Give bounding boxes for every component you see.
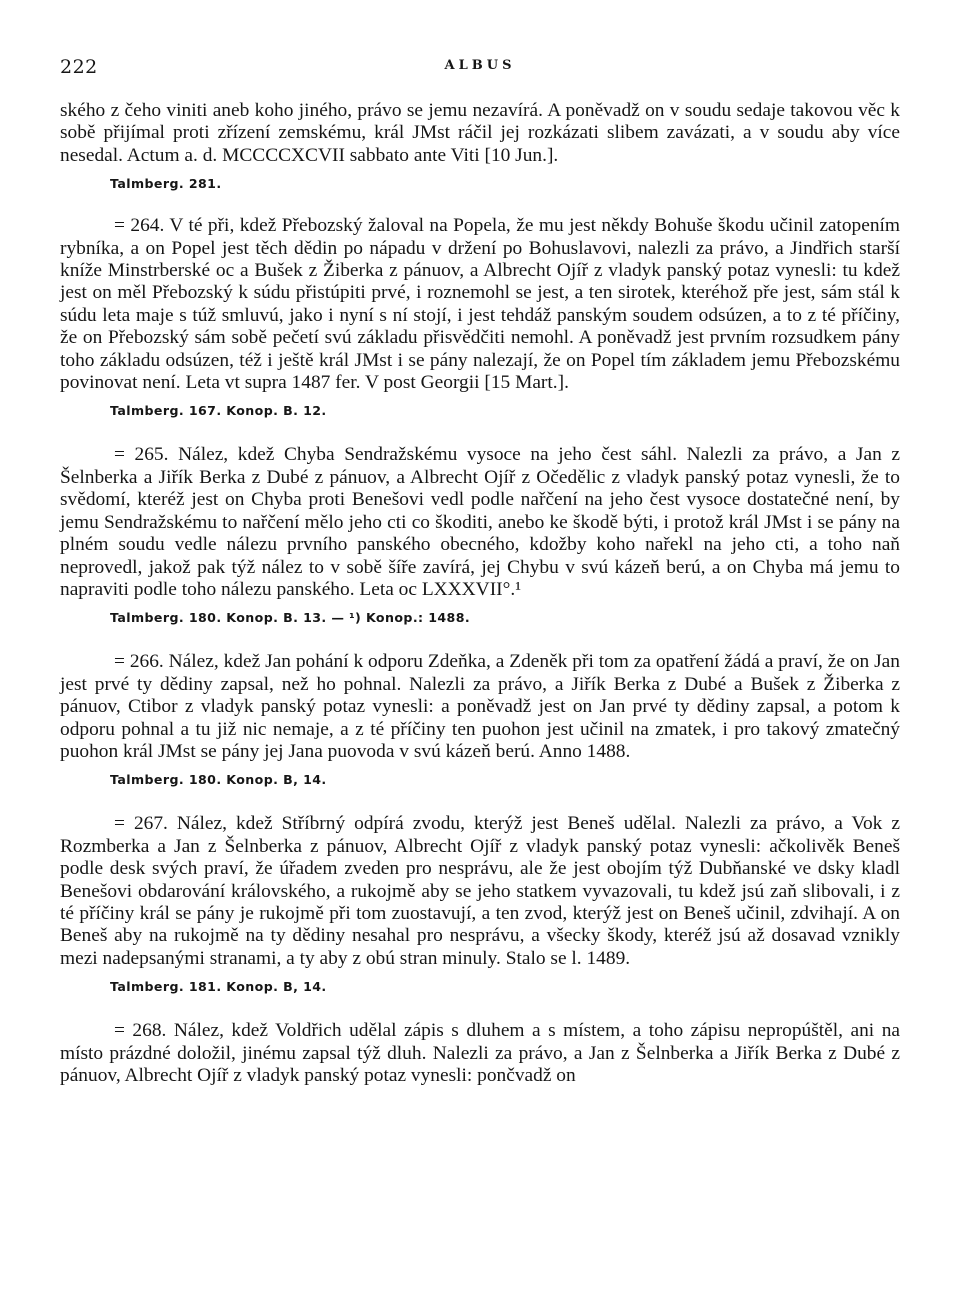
- entry-text: ského z čeho viniti aneb koho jiného, právo se jemu nezavírá. A poněvadž on v soudu sedaje takovou věc k sobě přijímal proti zřízení zemskému, král JMst ráčil jej rozkázati slibem zavázati, a v soudu aby více nesedal. Actum a. d. MCCCCXCVII sabbato ante Viti [10 Jun.].: [60, 100, 900, 166]
- entry-citation: Talmberg. 281.: [110, 176, 222, 192]
- entry-264: [60, 215, 900, 420]
- entry-265: [60, 444, 900, 627]
- page-header: [60, 56, 900, 82]
- entry-266: [60, 651, 900, 789]
- entry-text: = 264. V té při, kdež Přebozský žaloval na Popela, že mu jest někdy Bohuše škodu učinil zatopením rybníka, a on Popel jest těch dědin po nápadu v držení po Bohuslavovi, nalezli za právo, a Jindřich starší kníže Minstrberské oc a Bušek z Žiberka z pánuov, a Albrecht Ojíř z vladyk panský potaz vynesli: tu kdež jest on měl Přebozský k súdu přistúpiti prvé, i roznemohl se jest, a ten sirotek, kteréhož pře jest, sám stál k súdu leta maje s túž smluvú, jako i nyní s ní stojí, i jest tehdáž panským soudem odsúzen, a to z té příčiny, že on Přebozský sám sobě pečetí svú základu přisvědčiti nemohl. A poněvadž jest prvním rozsudkem pány toho základu odsúzen, též i ještě král JMst i se pány nalezají, že on Popel tím základem jemu Přebozskému povinovat není. Leta vt supra 1487 fer. V post Georgii [15 Mart.].: [60, 215, 900, 394]
- entry-citation: Talmberg. 181. Konop. B, 14.: [110, 979, 327, 995]
- entry-text: = 268. Nález, kdež Voldřich udělal zápis s dluhem a s místem, a toho zápisu nepropúštěl, ani na místo prázdné doložil, jinému zapsal týž dluh. Nalezli za právo, a Jan z Šelnberka a Jiřík Berka z Dubé z pánuov, Albrecht Ojíř z vladyk panský potaz vynesli: pončvadž on: [60, 1020, 900, 1086]
- entry-citation: Talmberg. 180. Konop. B. 13. — ¹) Konop.: 1488.: [110, 610, 471, 626]
- entry-text: = 266. Nález, kdež Jan pohání k odporu Zdeňka, a Zdeněk při tom za opatření žádá a praví, že on Jan jest prvé ty dědiny zapsal, než ho pohnal. Nalezli za právo, a Jiřík Berka z Dubé a Bušek z Žiberka z pánuov, Ctibor z vladyk panský potaz vynesli: a poněvadž jest on Jan prvé ty dědiny zapsal, a potom k odporu pohnal a tu již nic nemaje, a z té příčiny ten puohon jest učinil na zmatek, i pro takový zmatečný puohon král JMst se pány jej Jana puovoda v svú kázeň berú. Anno 1488.: [60, 651, 900, 762]
- running-title: ALBUS: [444, 58, 516, 73]
- entry-text: = 267. Nález, kdež Stříbrný odpírá zvodu, kterýž jest Beneš udělal. Nalezli za právo, a Vok z Rozmberka a Jan z Šelnberka z pánuov, Albrecht Ojíř z vladyk panský potaz vynesli: ačkolivěk Beneš podle desk svých praví, že úřadem zveden pro nesprávu, ale že jest obojím týž Dubňanské ve dsky kladl Benešovi obdarování královského, a rukojmě aby se jeho statkem vyvazovali, tu kdež jsú zaň slibovali, i z té příčiny král se pány je rukojmě při tom zuostavují, a ten zvod, kterýž jest on Beneš učinil, zdvihají. A on Beneš aby na rukojmě na ty dědiny nesahal pro nesprávu, a všecky škody, kteréž jsú až dosavad vznikly mezi nadepsanými stranami, a ty aby z obú stran minuly. Stalo se l. 1489.: [60, 813, 900, 969]
- entry-267: [60, 813, 900, 996]
- page-number: 222: [60, 56, 98, 78]
- document-body: [60, 100, 900, 1087]
- entry-citation: Talmberg. 180. Konop. B, 14.: [110, 772, 327, 788]
- entry-text: = 265. Nález, kdež Chyba Sendražskému vysoce na jeho čest sáhl. Nalezli za právo, a Jan z Šelnberka a Jiřík Berka z Dubé z pánuov, a Albrecht Ojíř z Očedělic z vladyk panský potaz vynesli, že to svědomí, kteréž jest on Chyba proti Benešovi vedl podle nařčení na jeho čest vysoce dostatečné není, by jemu Sendražskému to nařčení mělo jeho cti co škoditi, anebo ke škodě býti, i protož král JMst i se pány na plném soudu vedle nálezu prvního panského obecného, kdožby koho nařekl na jeho cti, a toho naň neprovedl, jakož pak týž nález to v sobě šíře zavírá, jej Chybu v svú kázeň berú, a on Chyba má jemu to napraviti podle toho nálezu panského. Leta oc LXXXVII°.¹: [60, 444, 900, 600]
- entry-268: [60, 1020, 900, 1087]
- entry-citation: Talmberg. 167. Konop. B. 12.: [110, 403, 327, 419]
- entry-continuation: [60, 100, 900, 193]
